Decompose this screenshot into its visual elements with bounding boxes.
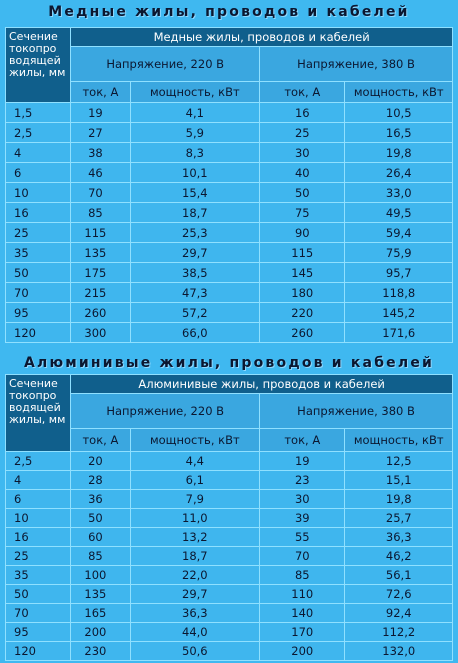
- section-cell: 6: [6, 163, 70, 182]
- current-220-cell: 19: [71, 103, 129, 122]
- current-220-cell: 300: [71, 323, 129, 342]
- section-cell: 50: [6, 585, 70, 603]
- power-220-cell: 44,0: [131, 623, 260, 641]
- voltage-380-header: Напряжение, 380 В: [260, 47, 452, 81]
- power-220-cell: 38,5: [131, 263, 260, 282]
- power-220-cell: 25,3: [131, 223, 260, 242]
- power-220-cell: 36,3: [131, 604, 260, 622]
- copper-heading: Медные жилы, проводов и кабелей: [48, 4, 410, 20]
- current-380-header: ток, А: [260, 82, 344, 102]
- section-cell: 35: [6, 566, 70, 584]
- section-header: Сечение токопро водящей жилы, мм: [6, 28, 70, 102]
- power-380-cell: 132,0: [345, 642, 452, 660]
- power-380-cell: 75,9: [345, 243, 452, 262]
- power-220-cell: 13,2: [131, 528, 260, 546]
- current-380-cell: 25: [260, 123, 344, 142]
- current-380-cell: 75: [260, 203, 344, 222]
- table-row: [6, 263, 452, 282]
- current-220-cell: 115: [71, 223, 129, 242]
- voltage-220-header: Напряжение, 220 В: [71, 47, 259, 81]
- power-380-cell: 56,1: [345, 566, 452, 584]
- power-380-cell: 10,5: [345, 103, 452, 122]
- current-220-cell: 260: [71, 303, 129, 322]
- power-380-cell: 19,8: [345, 490, 452, 508]
- section-cell: 6: [6, 490, 70, 508]
- current-220-cell: 165: [71, 604, 129, 622]
- group-header: Алюминивые жилы, проводов и кабелей: [71, 375, 452, 393]
- current-220-cell: 85: [71, 203, 129, 222]
- power-380-cell: 19,8: [345, 143, 452, 162]
- table-row: [6, 509, 452, 527]
- current-220-cell: 60: [71, 528, 129, 546]
- power-220-cell: 18,7: [131, 547, 260, 565]
- table-row: [6, 604, 452, 622]
- section-cell: 16: [6, 528, 70, 546]
- table-row: [6, 183, 452, 202]
- power-220-cell: 47,3: [131, 283, 260, 302]
- current-220-cell: 135: [71, 585, 129, 603]
- section-cell: 4: [6, 143, 70, 162]
- power-380-cell: 36,3: [345, 528, 452, 546]
- current-220-cell: 135: [71, 243, 129, 262]
- power-220-cell: 10,1: [131, 163, 260, 182]
- voltage-220-header: Напряжение, 220 В: [71, 394, 259, 428]
- current-380-cell: 19: [260, 452, 344, 470]
- table-row: [6, 103, 452, 122]
- current-220-cell: 215: [71, 283, 129, 302]
- section-cell: 1,5: [6, 103, 70, 122]
- current-220-cell: 28: [71, 471, 129, 489]
- current-380-cell: 110: [260, 585, 344, 603]
- power-220-header: мощность, кВт: [131, 429, 260, 451]
- section-cell: 120: [6, 323, 70, 342]
- section-cell: 2,5: [6, 123, 70, 142]
- table-row: [6, 547, 452, 565]
- power-220-cell: 7,9: [131, 490, 260, 508]
- current-220-cell: 200: [71, 623, 129, 641]
- table-row: [6, 203, 452, 222]
- section-cell: 35: [6, 243, 70, 262]
- table-row: [6, 642, 452, 660]
- group-header: Медные жилы, проводов и кабелей: [71, 28, 452, 46]
- current-220-header: ток, А: [71, 429, 129, 451]
- power-380-cell: 46,2: [345, 547, 452, 565]
- voltage-380-header: Напряжение, 380 В: [260, 394, 452, 428]
- section-cell: 25: [6, 547, 70, 565]
- section-cell: 10: [6, 509, 70, 527]
- power-220-cell: 29,7: [131, 243, 260, 262]
- power-220-cell: 15,4: [131, 183, 260, 202]
- current-380-cell: 260: [260, 323, 344, 342]
- table-row: [6, 566, 452, 584]
- power-380-cell: 92,4: [345, 604, 452, 622]
- current-380-cell: 220: [260, 303, 344, 322]
- current-220-cell: 46: [71, 163, 129, 182]
- power-380-cell: 33,0: [345, 183, 452, 202]
- current-380-cell: 70: [260, 547, 344, 565]
- current-380-cell: 200: [260, 642, 344, 660]
- table-row: [6, 123, 452, 142]
- table-row: [6, 223, 452, 242]
- power-220-cell: 18,7: [131, 203, 260, 222]
- power-380-cell: 15,1: [345, 471, 452, 489]
- current-380-cell: 180: [260, 283, 344, 302]
- power-380-cell: 26,4: [345, 163, 452, 182]
- power-220-header: мощность, кВт: [131, 82, 260, 102]
- table-row: [6, 585, 452, 603]
- power-380-cell: 49,5: [345, 203, 452, 222]
- power-380-header: мощность, кВт: [345, 82, 452, 102]
- table-row: [6, 623, 452, 641]
- table-row: [6, 143, 452, 162]
- power-380-cell: 171,6: [345, 323, 452, 342]
- current-380-cell: 39: [260, 509, 344, 527]
- section-cell: 16: [6, 203, 70, 222]
- current-220-cell: 85: [71, 547, 129, 565]
- current-220-cell: 50: [71, 509, 129, 527]
- current-220-cell: 100: [71, 566, 129, 584]
- power-380-cell: 95,7: [345, 263, 452, 282]
- current-380-cell: 85: [260, 566, 344, 584]
- power-380-cell: 72,6: [345, 585, 452, 603]
- copper-table: [5, 27, 453, 343]
- section-header: Сечение токопро водящей жилы, мм: [6, 375, 70, 451]
- power-220-cell: 4,1: [131, 103, 260, 122]
- power-220-cell: 66,0: [131, 323, 260, 342]
- table-row: [6, 303, 452, 322]
- power-380-cell: 59,4: [345, 223, 452, 242]
- section-cell: 10: [6, 183, 70, 202]
- table-row: [6, 452, 452, 470]
- table-row: [6, 490, 452, 508]
- current-380-cell: 16: [260, 103, 344, 122]
- power-380-cell: 12,5: [345, 452, 452, 470]
- power-380-cell: 145,2: [345, 303, 452, 322]
- power-220-cell: 4,4: [131, 452, 260, 470]
- current-220-cell: 27: [71, 123, 129, 142]
- current-380-cell: 23: [260, 471, 344, 489]
- current-380-cell: 140: [260, 604, 344, 622]
- current-380-cell: 170: [260, 623, 344, 641]
- table-row: [6, 323, 452, 342]
- power-220-cell: 50,6: [131, 642, 260, 660]
- power-220-cell: 6,1: [131, 471, 260, 489]
- current-380-cell: 55: [260, 528, 344, 546]
- power-380-cell: 118,8: [345, 283, 452, 302]
- table-row: [6, 528, 452, 546]
- power-220-cell: 11,0: [131, 509, 260, 527]
- section-cell: 4: [6, 471, 70, 489]
- power-380-header: мощность, кВт: [345, 429, 452, 451]
- current-380-cell: 50: [260, 183, 344, 202]
- power-220-cell: 5,9: [131, 123, 260, 142]
- current-380-cell: 30: [260, 490, 344, 508]
- current-220-cell: 20: [71, 452, 129, 470]
- section-cell: 120: [6, 642, 70, 660]
- power-220-cell: 57,2: [131, 303, 260, 322]
- power-220-cell: 22,0: [131, 566, 260, 584]
- table-row: [6, 243, 452, 262]
- table-row: [6, 471, 452, 489]
- table-row: [6, 283, 452, 302]
- section-cell: 70: [6, 283, 70, 302]
- current-220-cell: 36: [71, 490, 129, 508]
- power-220-cell: 8,3: [131, 143, 260, 162]
- power-380-cell: 112,2: [345, 623, 452, 641]
- section-cell: 2,5: [6, 452, 70, 470]
- power-380-cell: 25,7: [345, 509, 452, 527]
- power-380-cell: 16,5: [345, 123, 452, 142]
- current-380-cell: 115: [260, 243, 344, 262]
- section-cell: 50: [6, 263, 70, 282]
- current-380-cell: 30: [260, 143, 344, 162]
- aluminum-heading: Алюминивые жилы, проводов и кабелей: [23, 355, 435, 371]
- current-220-cell: 230: [71, 642, 129, 660]
- current-220-cell: 70: [71, 183, 129, 202]
- current-220-cell: 38: [71, 143, 129, 162]
- current-220-header: ток, А: [71, 82, 129, 102]
- current-380-header: ток, А: [260, 429, 344, 451]
- power-220-cell: 29,7: [131, 585, 260, 603]
- section-cell: 25: [6, 223, 70, 242]
- current-380-cell: 40: [260, 163, 344, 182]
- aluminum-table: [5, 374, 453, 661]
- current-380-cell: 145: [260, 263, 344, 282]
- section-cell: 95: [6, 303, 70, 322]
- current-220-cell: 175: [71, 263, 129, 282]
- table-row: [6, 163, 452, 182]
- section-cell: 95: [6, 623, 70, 641]
- current-380-cell: 90: [260, 223, 344, 242]
- section-cell: 70: [6, 604, 70, 622]
